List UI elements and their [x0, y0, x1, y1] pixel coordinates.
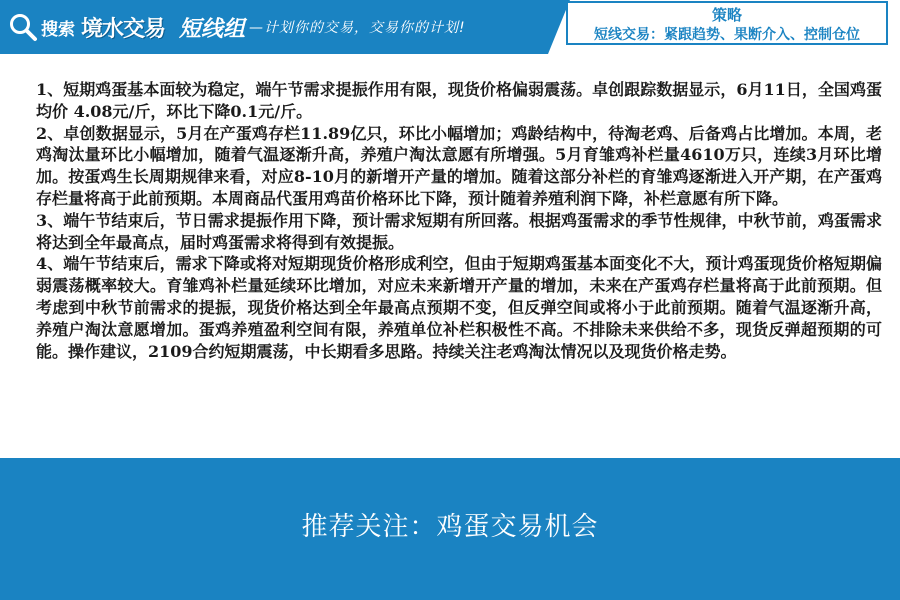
strategy-title: 策略 [711, 6, 743, 24]
analysis-paragraph-4: 4、端午节结束后，需求下降或将对短期现货价格形成利空，但由于短期鸡蛋基本面变化不大，预计鸡蛋现货价格短期偏弱震荡概率较大。育雏鸡补栏量延续环比增加，对应未来新增开产量的增加，未来在产蛋鸡存栏量将高于此前预期。但考虑到中秋节前需求的提振，现货价格达到全年最高点预期不变，但反弹空间或将小于此前预期。随着气温逐渐升高，养殖户淘汰意愿增加。蛋鸡养殖盈利空间有限，养殖单位补栏积极性不高。不排除未来供给不多，现货反弹超预期的可能。操作建议，2109合约短期震荡，中长期看多思路。持续关注老鸡淘汰情况以及现货价格走势。 [36, 254, 882, 361]
strategy-box [566, 1, 888, 45]
strategy-text: 短线交易：紧跟趋势、果断介入、控制仓位 [594, 27, 860, 43]
header [0, 0, 900, 56]
group-name: 短线组 [179, 16, 246, 42]
search-icon [8, 12, 38, 42]
footer-banner [0, 458, 900, 600]
analysis-paragraph-2: 2、卓创数据显示，5月在产蛋鸡存栏11.89亿只，环比小幅增加；鸡龄结构中，待淘老鸡、后备鸡占比增加。本周，老鸡淘汰量环比小幅增加，随着气温逐渐升高，养殖户淘汰意愿有所增强。5月育雏鸡补栏量4610万只，连续3月环比增加。按蛋鸡生长周期规律来看，对应8-10月的新增开产量的增加。随着这部分补栏的育雏鸡逐渐进入开产期，在产蛋鸡存栏量将高于此前预期。本周商品代蛋用鸡苗价格环比下降，预计随着养殖利润下降，补栏意愿有所下降。 [36, 123, 882, 208]
brand-row [8, 9, 466, 45]
footer-recommendation: 推荐关注：鸡蛋交易机会 [301, 512, 599, 542]
analysis-paragraph-3: 3、端午节结束后，节日需求提振作用下降，预计需求短期有所回落。根据鸡蛋需求的季节性规律，中秋节前，鸡蛋需求将达到全年最高点，届时鸡蛋需求将得到有效提振。 [36, 210, 882, 252]
analysis-paragraph-1: 1、短期鸡蛋基本面较为稳定，端午节需求提振作用有限，现货价格偏弱震荡。卓创跟踪数据显示，6月11日，全国鸡蛋均价 4.08元/斤，环比下降0.1元/斤。 [36, 80, 882, 121]
brand-banner [0, 0, 548, 54]
analysis-content [36, 79, 882, 362]
search-label: 搜索 [41, 19, 75, 40]
brand-name: 境水交易 [81, 16, 166, 42]
brand-slogan: —计划你的交易，交易你的计划! [249, 20, 466, 36]
